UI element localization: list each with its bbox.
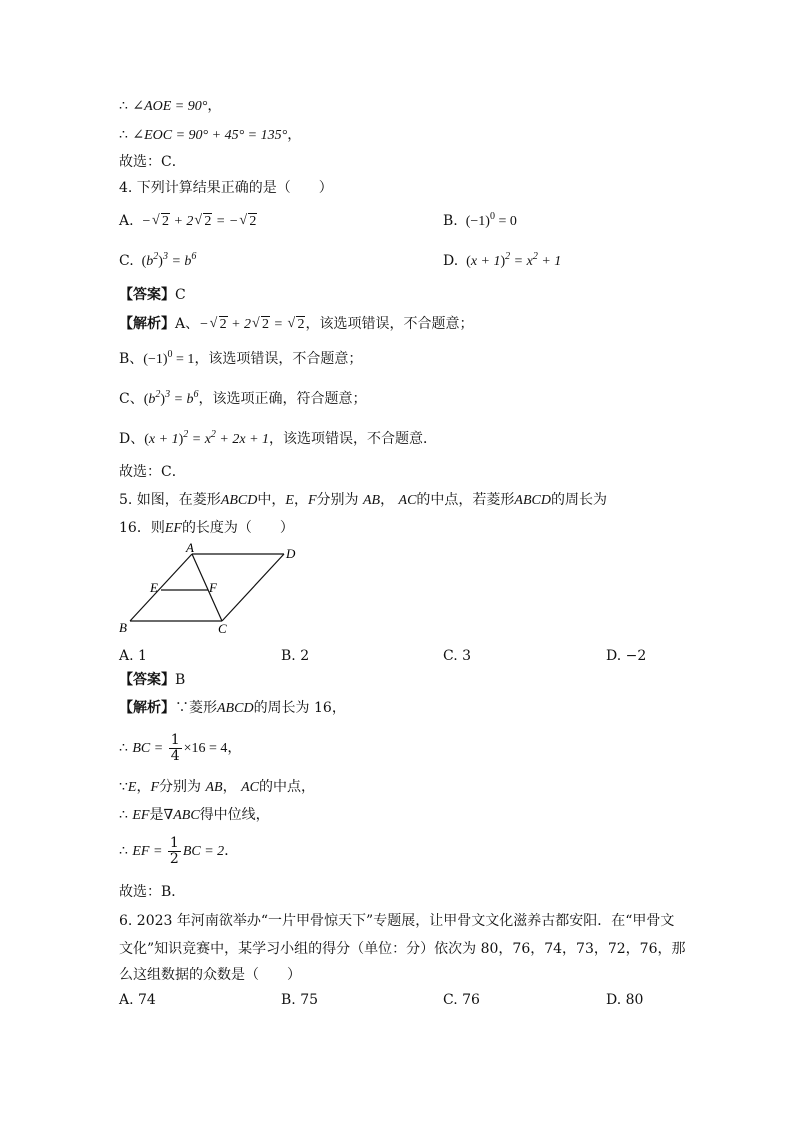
side-cd [222, 554, 284, 621]
q4-analysis-b: B、$(-1)^0 = 1$，该选项错误，不合题意； [119, 349, 363, 367]
q4-analysis-d: D、$(x + 1)^2 = x^2 + 2x + 1$，该选项错误，不合题意． [119, 429, 438, 447]
side-ab [130, 554, 192, 621]
q4-option-a-math: −√ 2 + 2√ 2 = −√ 2 [138, 214, 257, 229]
math-eoc: ∠EOC = 90° + 45° = 135° [132, 128, 288, 143]
q6-option-c: C. 76 [443, 992, 480, 1008]
q6-stem-line1: 6. 2023 年河南欲举办“一片甲骨惊天下”专题展，让甲骨文文化滋养古都安阳．在“甲骨文 [119, 913, 675, 929]
q4-analysis-a: 【解析】A、−√ 2 + 2√ 2 = √ 2，该选项错误，不合题意； [119, 315, 473, 334]
q4-conclusion: 故选：C． [119, 464, 186, 480]
q4-option-c-math: $(b^2)^3 = b^6$ [141, 251, 197, 269]
diagonal-ac [192, 554, 222, 621]
label-c: C [218, 621, 227, 636]
q6-stem-line3: 么这组数据的众数是（ ） [119, 967, 301, 983]
q6-option-b: B. 75 [281, 992, 319, 1008]
q4-option-c: C. $(b^2)^3 = b^6$ [119, 251, 197, 269]
solution-line-eoc: ∴ ∠EOC = 90° + 45° = 135°， [119, 127, 302, 143]
q5-analysis-line5: ∴ EF = $\frac{1}{2}$ BC = 2． [119, 834, 239, 867]
q5-stem-line2: 16．则EF的长度为（ ） [119, 520, 294, 536]
q5-option-a: A. 1 [119, 648, 147, 664]
q5-analysis-line2: ∴ BC = $\frac{1}{4}$ ×16 = 4， [119, 731, 242, 764]
q5-answer: 【答案】B [119, 672, 186, 688]
label-e: E [150, 580, 158, 595]
q6-option-a: A. 74 [119, 992, 156, 1008]
q4-option-d: D. $(x + 1)^2 = x^2 + 1$ [443, 251, 562, 269]
q5-option-c: C. 3 [443, 648, 472, 664]
fraction-one-quarter: $\frac{1}{4}$ [170, 731, 180, 764]
q4-option-a: A. −√ 2 + 2√ 2 = −√ 2 [119, 212, 257, 231]
q6-stem-line2: 文化”知识竞赛中，某学习小组的得分（单位：分）依次为 80，76，74，73，72，76，那 [119, 941, 686, 957]
q4-option-b: B. $(-1)^0 = 0$ [443, 211, 517, 229]
q5-stem-line1: 5. 如图，在菱形ABCD中，E，F分别为 AB， AC的中点，若菱形ABCD的周长为 [119, 492, 607, 508]
solution-line-aoe: ∴ ∠AOE = 90°， [119, 98, 222, 114]
fraction-one-half: $\frac{1}{2}$ [169, 834, 179, 867]
q4-stem: 4. 下列计算结果正确的是（ ） [119, 180, 333, 196]
q5-conclusion: 故选：B． [119, 884, 186, 900]
q4-option-b-math: $(-1)^0 = 0$ [462, 211, 517, 229]
q5-option-d: D. −2 [606, 648, 647, 664]
label-b: B [119, 620, 127, 635]
q4-analysis-c: C、$(b^2)^3 = b^6$，该选项正确，符合题意； [119, 389, 367, 407]
q5-analysis-line4: ∴ EF是∇ABC得中位线， [119, 807, 270, 823]
rhombus-figure [112, 540, 312, 640]
q6-option-d: D. 80 [606, 992, 644, 1008]
q4-option-d-math: $(x + 1)^2 = x^2 + 1$ [466, 251, 562, 269]
q4-answer: 【答案】C [119, 287, 186, 303]
q5-option-b: B. 2 [281, 648, 310, 664]
math-aoe: ∠AOE = 90° [132, 99, 208, 114]
q5-analysis-line1: 【解析】∵菱形ABCD的周长为 16， [119, 700, 346, 716]
label-f: F [209, 580, 217, 595]
label-d: D [286, 546, 296, 561]
conclusion-q3: 故选：C． [119, 154, 186, 170]
label-a: A [186, 540, 194, 555]
q5-analysis-line3: ∵E，F分别为 AB， AC的中点， [119, 779, 315, 795]
